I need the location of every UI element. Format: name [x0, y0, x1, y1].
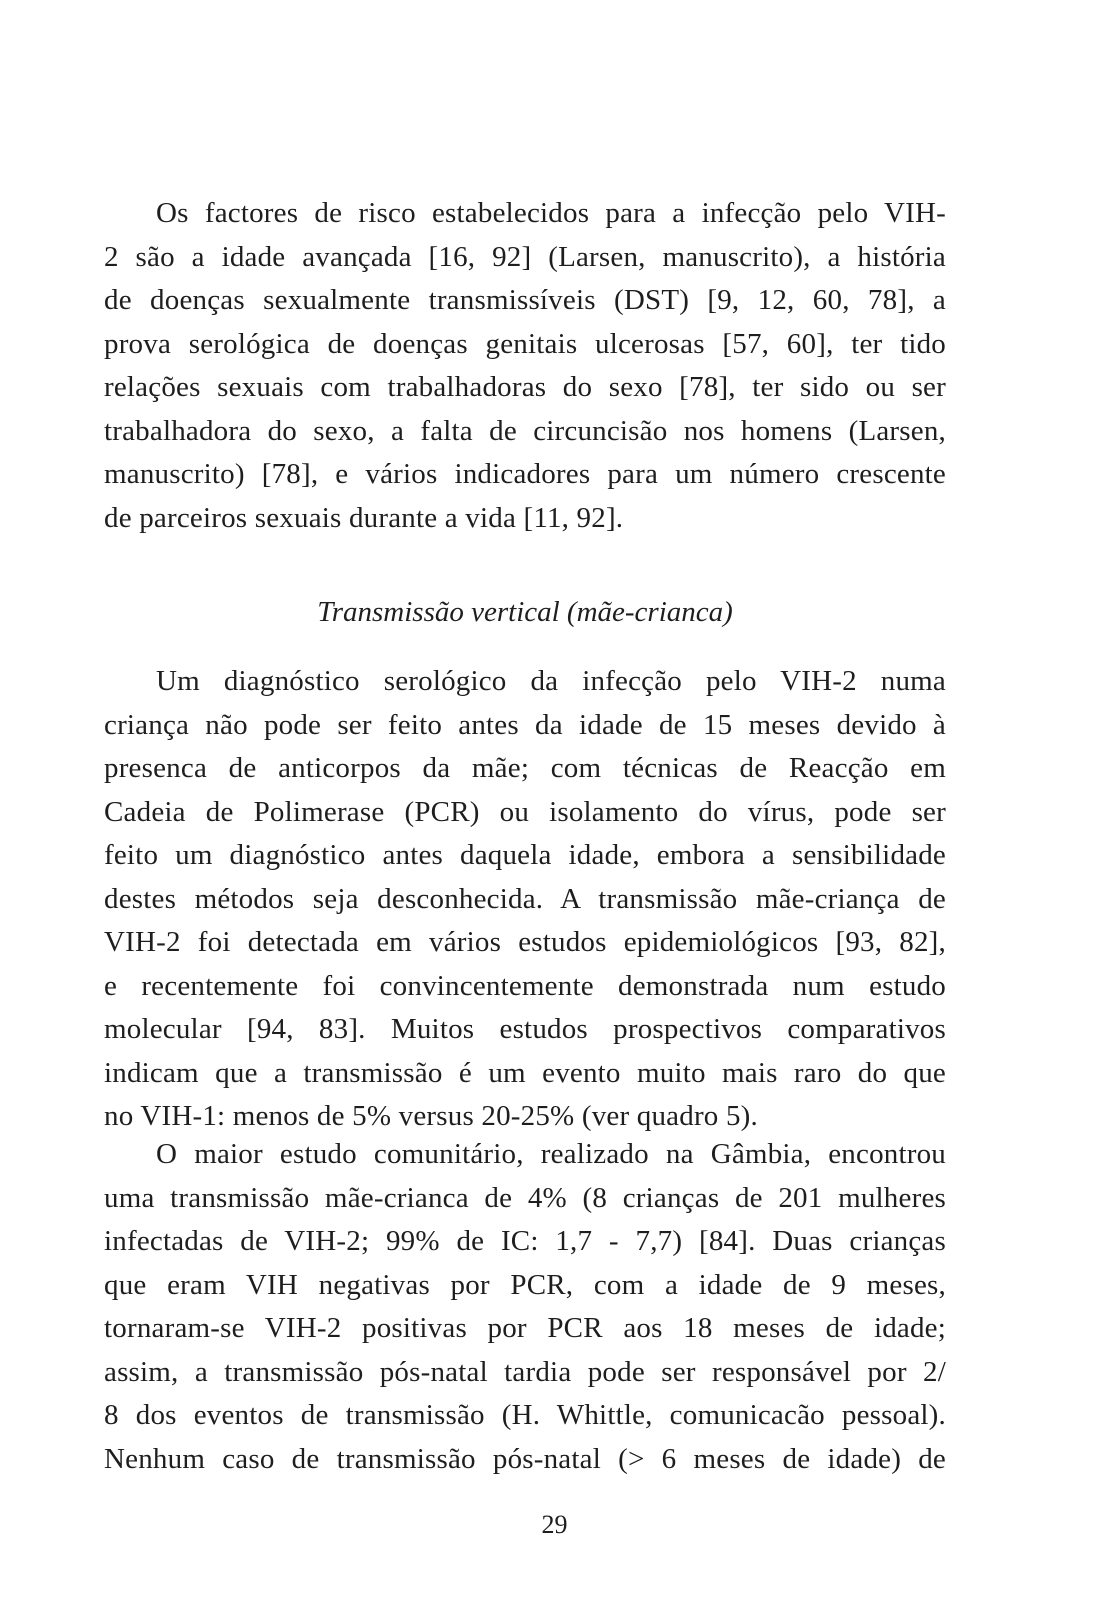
paragraph-line: Um diagnóstico serológico da infecção pelo VIH-2 numa	[156, 665, 946, 697]
paragraph-line: criança não pode ser feito antes da idade de 15 meses devido à	[104, 708, 946, 741]
section-heading: Transmissão vertical (mãe-crianca)	[317, 596, 733, 628]
paragraph-line: manuscrito) [78], e vários indicadores para um número crescente	[104, 458, 946, 490]
paragraph-line: molecular [94, 83]. Muitos estudos prospectivos comparativos	[104, 1013, 946, 1045]
paragraph-line: relações sexuais com trabalhadoras do sexo [78], ter sido ou ser	[104, 371, 946, 403]
paragraph-risk-factors	[104, 192, 946, 540]
paragraph-line: presenca de anticorpos da mãe; com técnicas de Reacção em	[104, 752, 946, 784]
paragraph-line: feito um diagnóstico antes daquela idade, embora a sensibilidade	[104, 839, 946, 871]
paragraph-line: O maior estudo comunitário, realizado na Gâmbia, encontrou	[156, 1138, 946, 1170]
paragraph-line: assim, a transmissão pós-natal tardia pode ser responsável por 2/	[104, 1355, 946, 1388]
paragraph-line: 8 dos eventos de transmissão (H. Whittle, comunicacão pessoal).	[104, 1399, 946, 1431]
paragraph-line: Nenhum caso de transmissão pós-natal (> 6 meses de idade) de	[104, 1442, 946, 1475]
paragraph-line: tornaram-se VIH-2 positivas por PCR aos 18 meses de idade;	[104, 1312, 946, 1344]
paragraph-line: destes métodos seja desconhecida. A transmissão mãe-criança de	[104, 882, 946, 915]
paragraph-line: Cadeia de Polimerase (PCR) ou isolamento do vírus, pode ser	[104, 795, 946, 828]
paragraph-line: uma transmissão mãe-crianca de 4% (8 crianças de 201 mulheres	[104, 1181, 946, 1214]
paragraph-gambia-study	[104, 1133, 946, 1481]
paragraph-line: trabalhadora do sexo, a falta de circuncisão nos homens (Larsen,	[104, 414, 946, 447]
paragraph-line: Os factores de risco estabelecidos para a infecção pelo VIH-	[156, 197, 946, 229]
paragraph-line: prova serológica de doenças genitais ulcerosas [57, 60], ter tido	[104, 327, 946, 360]
paragraph-vertical-transmission	[104, 660, 946, 1139]
paragraph-line: infectadas de VIH-2; 99% de IC: 1,7 - 7,7) [84]. Duas crianças	[104, 1225, 946, 1257]
page-number: 29	[541, 1510, 568, 1539]
paragraph-line: VIH-2 foi detectada em vários estudos epidemiológicos [93, 82],	[104, 926, 946, 958]
paragraph-line: no VIH-1: menos de 5% versus 20-25% (ver quadro 5).	[104, 1100, 758, 1132]
paragraph-line: de doenças sexualmente transmissíveis (DST) [9, 12, 60, 78], a	[104, 284, 946, 316]
paragraph-line: que eram VIH negativas por PCR, com a idade de 9 meses,	[104, 1268, 946, 1301]
paragraph-line: de parceiros sexuais durante a vida [11, 92].	[104, 501, 624, 534]
paragraph-line: e recentemente foi convincentemente demonstrada num estudo	[104, 969, 946, 1002]
paragraph-line: 2 são a idade avançada [16, 92] (Larsen, manuscrito), a história	[104, 240, 946, 273]
paragraph-line: indicam que a transmissão é um evento muito mais raro do que	[104, 1056, 946, 1089]
